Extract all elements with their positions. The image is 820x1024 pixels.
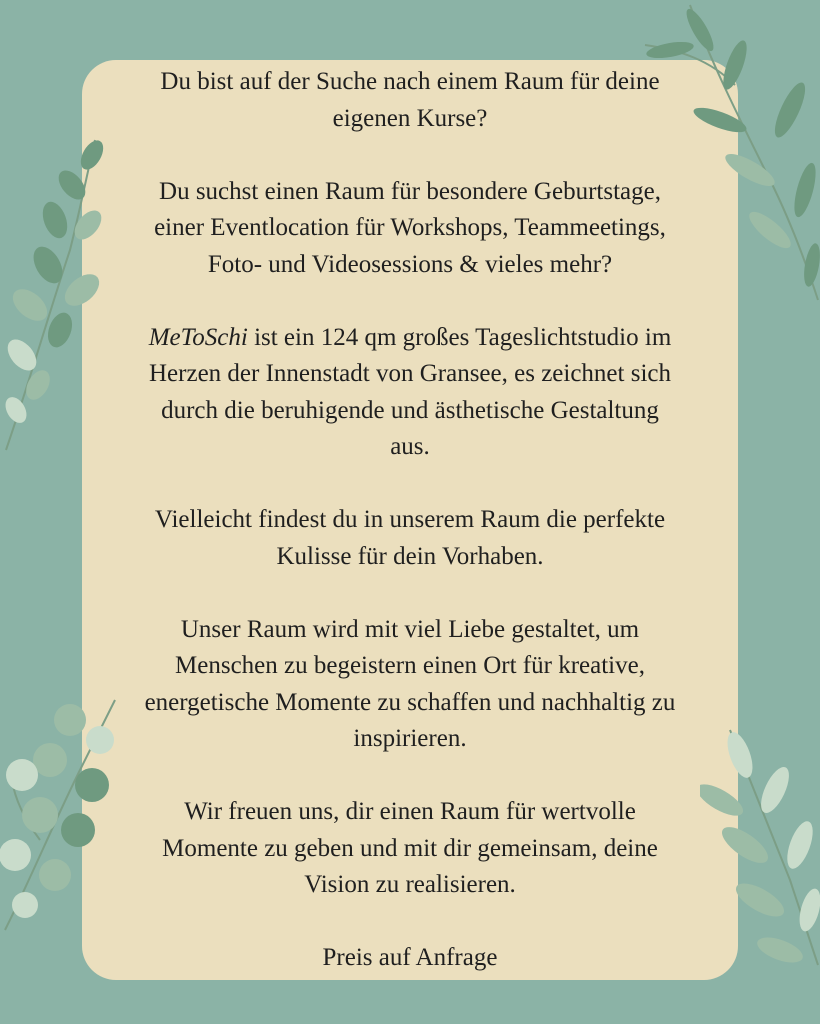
mission-line-2: Menschen zu begeistern einen Ort für kreative,: [175, 652, 645, 679]
occasions-paragraph: [82, 174, 738, 284]
studio-line-4: aus.: [390, 433, 430, 460]
mission-line-3: energetische Momente zu schaffen und nachhaltig zu: [144, 688, 676, 716]
intro-line-2: eigenen Kurse?: [332, 104, 488, 132]
studio-description-paragraph: [82, 320, 738, 466]
closing-line-3: Vision zu realisieren.: [304, 871, 516, 898]
studio-line-2: Herzen der Innenstadt von Gransee, es zeichnet sich: [149, 360, 671, 387]
mission-paragraph: [82, 612, 738, 758]
occasions-line-1: Du suchst einen Raum für besondere Geburtstage,: [159, 177, 661, 205]
closing-line-2: Momente zu geben und mit dir gemeinsam, deine: [162, 834, 658, 862]
mission-line-4: inspirieren.: [353, 725, 467, 752]
price-text: Preis auf Anfrage: [322, 944, 498, 971]
closing-line-1: Wir freuen uns, dir einen Raum für wertvolle: [184, 798, 636, 825]
price-note: [82, 940, 738, 977]
intro-paragraph: [82, 64, 738, 137]
occasions-line-3: Foto- und Videosessions & vieles mehr?: [207, 250, 613, 278]
closing-paragraph: [82, 794, 738, 904]
post-text: [82, 64, 738, 977]
studio-line-3: durch die beruhigende und ästhetische Gestaltung: [161, 396, 659, 424]
intro-line-1: Du bist auf der Suche nach einem Raum für deine: [160, 68, 660, 95]
brand-name: MeToSchi: [148, 323, 248, 351]
backdrop-paragraph: [82, 502, 738, 575]
studio-line-1: ist ein 124 qm großes Tageslichtstudio im: [247, 323, 672, 351]
backdrop-line-2: Kulisse für dein Vorhaben.: [276, 542, 544, 570]
mission-line-1: Unser Raum wird mit viel Liebe gestaltet, um: [180, 615, 640, 643]
occasions-line-2: einer Eventlocation für Workshops, Teammeetings,: [154, 214, 666, 241]
backdrop-line-1: Vielleicht findest du in unserem Raum die perfekte: [154, 506, 666, 533]
